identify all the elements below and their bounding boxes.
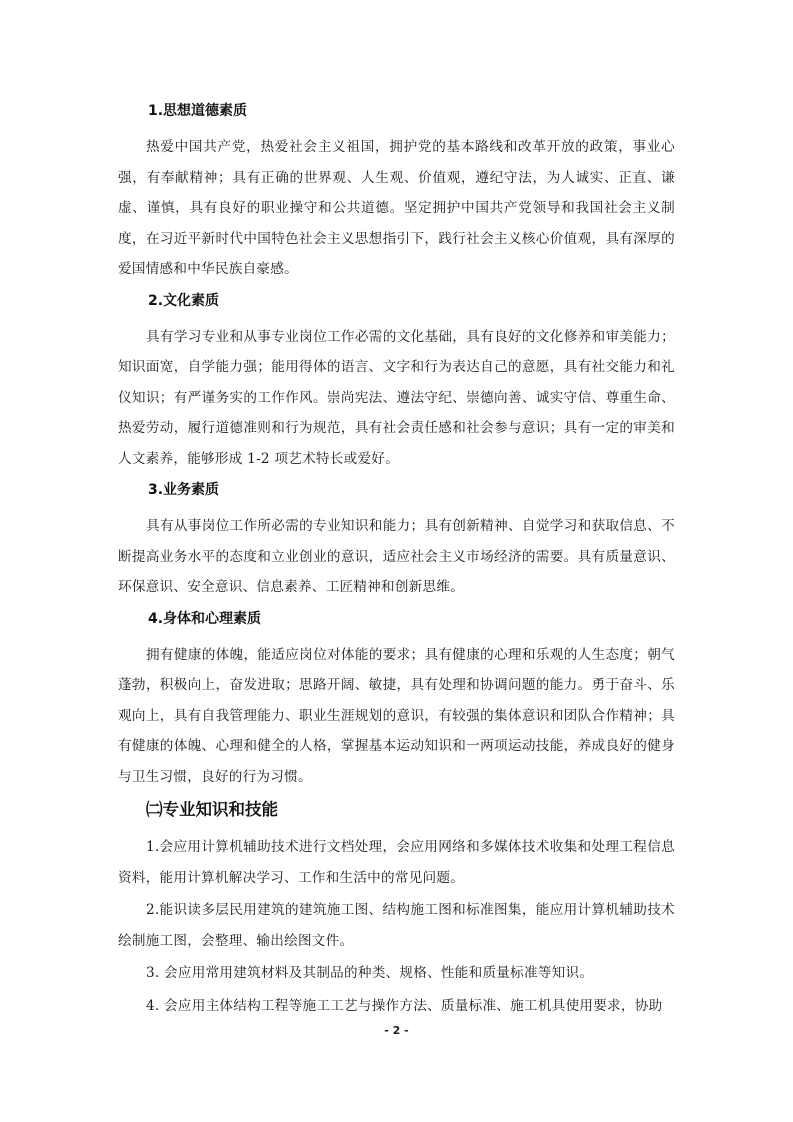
section-text-business: 具有从事岗位工作所必需的专业知识和能力；具有创新精神、自觉学习和获取信息、不断提高业务水平的态度和立业创业的意识，适应社会主义市场经济的需要。具有质量意识、环保意识、安全意识、信息素养、工匠精神和创新思维。: [118, 518, 675, 595]
knowledge-item: 1.会应用计算机辅助技术进行文档处理，会应用网络和多媒体技术收集和处理工程信息资料，能用计算机解决学习、工作和生活中的常见问题。: [118, 839, 675, 886]
section-heading-culture: 2.文化素质: [148, 292, 220, 309]
section-heading-business: 3.业务素质: [148, 482, 220, 498]
section-text-moral: 热爱中国共产党，热爱社会主义祖国，拥护党的基本路线和改革开放的政策，事业心强，有奉献精神；具有正确的世界观、人生观、价值观，遵纪守法，为人诚实、正直、谦虚、谨慎，具有良好的职业操守和公共道德。坚定拥护中国共产党领导和我国社会主义制度，在习近平新时代中国特色社会主义思想指引下，践行社会主义核心价值观，具有深厚的爱国情感和中华民族自豪感。: [118, 139, 675, 277]
knowledge-item: 2.能识读多层民用建筑的建筑施工图、结构施工图和标准图集，能应用计算机辅助技术绘制施工图，会整理、输出绘图文件。: [118, 902, 675, 949]
knowledge-heading: ㈡专业知识和技能: [146, 800, 278, 819]
section-text-physical: 拥有健康的体魄，能适应岗位对体能的要求；具有健康的心理和乐观的人生态度；朝气蓬勃，积极向上，奋发进取；思路开阔、敏捷，具有处理和协调问题的能力。勇于奋斗、乐观向上，具有自我管理能力、职业生涯规划的意识，有较强的集体意识和团队合作精神；具有健康的体魄、心理和健全的人格，掌握基本运动知识和一两项运动技能，养成良好的健身与卫生习惯，良好的行为习惯。: [118, 646, 675, 785]
knowledge-item: 3. 会应用常用建筑材料及其制品的种类、规格、性能和质量标准等知识。: [146, 965, 594, 981]
section-heading-physical: 4.身体和心理素质: [148, 610, 262, 627]
page-number: - 2 -: [384, 1024, 409, 1037]
section-text-culture: 具有学习专业和从事专业岗位工作必需的文化基础，具有良好的文化修养和审美能力；知识面宽，自学能力强；能用得体的语言、文字和行为表达自己的意愿，具有社交能力和礼仪知识；有严谨务实的工作作风。崇尚宪法、遵法守纪、崇德向善、诚实守信、尊重生命、热爱劳动，履行道德准则和行为规范，具有社会责任感和社会参与意识；具有一定的审美和人文素养，能够形成 1-2 项艺术特长或爱好。: [118, 328, 675, 467]
page-content: [118, 101, 675, 1023]
section-heading-moral: 1.思想道德素质: [148, 103, 248, 119]
knowledge-item: 4. 会应用主体结构工程等施工工艺与操作方法、质量标准、施工机具使用要求，协助: [146, 997, 663, 1014]
